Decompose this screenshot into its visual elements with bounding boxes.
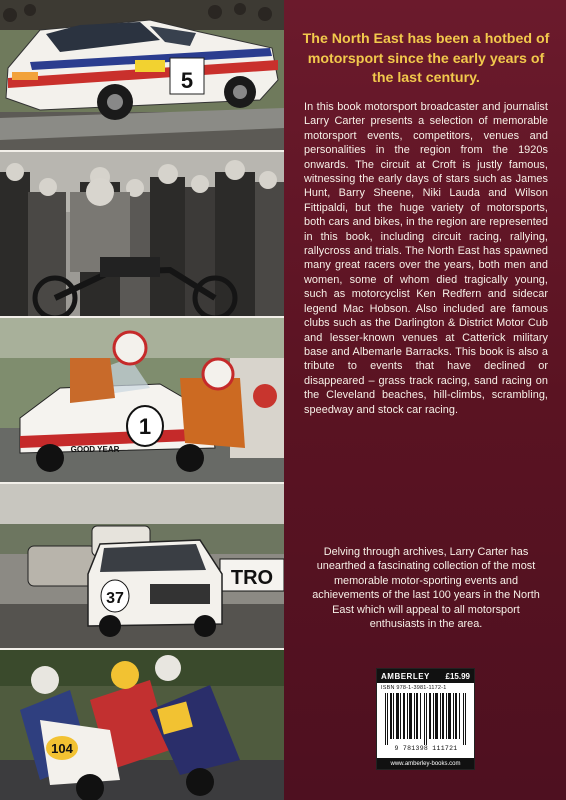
publisher-name: AMBERLEY xyxy=(381,671,430,681)
description-paragraph-2: Delving through archives, Larry Carter has unearthed a fascinating collection of the most memorable motor-sporting events and achievements of the last 100 years in the North East which will appeal to all motorsport enthusiasts in the area. xyxy=(312,546,540,631)
barcode-label xyxy=(376,668,475,770)
rally-car-photo xyxy=(0,0,284,150)
sidecar-brand-text: GOOD YEAR xyxy=(70,445,120,454)
sidecar-racing-photo xyxy=(0,318,284,482)
headline: The North East has been a hotbed of motorsport since the early years of the last century. xyxy=(302,31,550,86)
mini-number: 37 xyxy=(106,590,124,607)
barcode-number: 9 781398 111721 xyxy=(394,745,458,752)
barcode-icon xyxy=(383,693,469,745)
isbn: ISBN 978-1-3981-1172-1 xyxy=(381,685,447,691)
publisher-bar xyxy=(377,669,474,683)
track-banner-text: TRO xyxy=(230,567,274,589)
bike-number: 104 xyxy=(51,741,73,756)
publisher-website: www.amberley-books.com xyxy=(377,758,474,769)
rally-number: 5 xyxy=(180,68,194,93)
sidecar-number: 1 xyxy=(138,414,152,439)
price: £15.99 xyxy=(445,671,470,681)
mini-racing-photo xyxy=(0,484,284,648)
vintage-motorcycle-photo xyxy=(0,152,284,316)
description-paragraph-1: In this book motorsport broadcaster and journalist Larry Carter presents a selection of memorable motorsport events, competitors, venues and personalities in the region from the 1920s onwards. The circuit at Croft is justly famous, witnessing the early days of stars such as James Hunt, Barry Sheene, Niki Lauda and Wilson Fittipaldi, but the huge variety of motorsports, both cars and bikes, in the region are represented in this book, including circuit racing, rallying, rallycross and trials. The North East has spawned many great racers over the years, both men and women, some of whom died tragically young, such as motorcyclist Ken Redfern and sidecar legend Mac Hobson. Also included are famous clubs such as the Darlington & District Motor Cub and lesser-known venues at Catterick military base and Albemarle Barracks. This book is also a tribute to events that have declined or disappeared – grass track racing, sand racing on the Cleveland beaches, hill-climbs, scrambling, speedway and stock car racing. xyxy=(304,101,548,416)
motorcycle-racing-photo xyxy=(0,650,284,800)
